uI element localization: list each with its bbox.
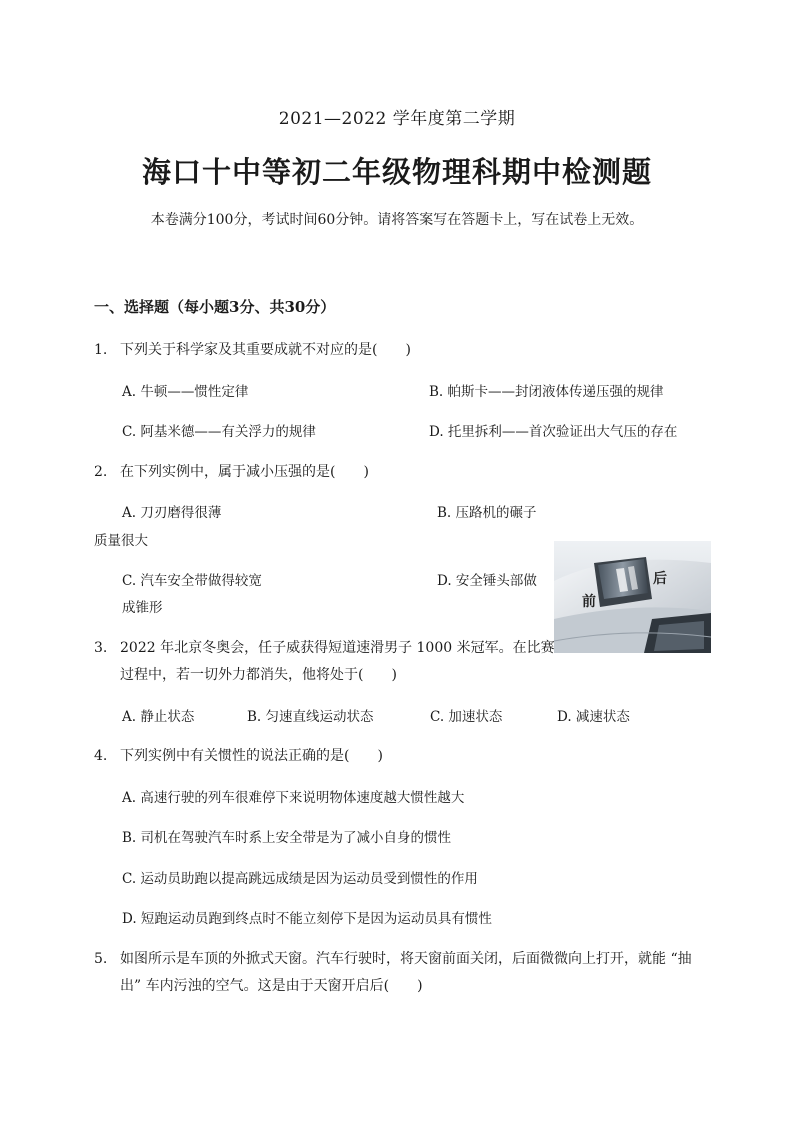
- q2-option-b-continued: 质量很大: [94, 533, 148, 549]
- q3-option-b: B. 匀速直线运动状态: [247, 709, 374, 725]
- question-number: 1.: [94, 342, 108, 358]
- question-stem: 在下列实例中，属于减小压强的是( ): [120, 464, 369, 480]
- exam-title: 海口十中等初二年级物理科期中检测题: [141, 155, 652, 189]
- section-heading: 一、选择题（每小题3分、共30分）: [94, 298, 336, 316]
- front-label: 前: [582, 594, 596, 610]
- q4-option-d: D. 短跑运动员跑到终点时不能立刻停下是因为运动员具有惯性: [122, 911, 492, 927]
- q1-option-a: A. 牛顿——惯性定律: [122, 384, 249, 400]
- exam-instruction: 本卷满分100分，考试时间60分钟。请将答案写在答题卡上，写在试卷上无效。: [150, 212, 644, 228]
- q3-option-d: D. 减速状态: [557, 709, 630, 725]
- question-5-line2: 出” 车内污浊的空气。这是由于天窗开启后( ): [120, 978, 423, 994]
- question-4: [94, 745, 383, 765]
- question-3-line2: 过程中，若一切外力都消失，他将处于( ): [120, 667, 397, 683]
- q1-option-b: B. 帕斯卡——封闭液体传递压强的规律: [429, 384, 664, 400]
- question-number: 2.: [94, 464, 108, 480]
- q1-option-c: C. 阿基米德——有关浮力的规律: [122, 424, 316, 440]
- question-1: [94, 339, 411, 359]
- question-number: 3.: [94, 640, 108, 656]
- question-3: [94, 637, 555, 657]
- q3-option-c: C. 加速状态: [430, 709, 503, 725]
- q3-option-a: A. 静止状态: [122, 709, 195, 725]
- q2-option-d: D. 安全锤头部做: [437, 573, 537, 589]
- question-stem: 下列实例中有关惯性的说法正确的是( ): [120, 748, 383, 764]
- q4-option-b: B. 司机在驾驶汽车时系上安全带是为了减小自身的惯性: [122, 830, 452, 846]
- exam-subtitle: 2021—2022 学年度第二学期: [278, 109, 516, 129]
- question-number: 4.: [94, 748, 108, 764]
- q2-option-c: C. 汽车安全带做得较宽: [122, 573, 262, 589]
- question-2: [94, 461, 369, 481]
- q2-option-a: A. 刀刃磨得很薄: [122, 505, 222, 521]
- q2-option-b: B. 压路机的碾子: [437, 505, 537, 521]
- q4-option-a: A. 高速行驶的列车很难停下来说明物体速度越大惯性越大: [122, 790, 465, 806]
- q1-option-d: D. 托里拆利——首次验证出大气压的存在: [429, 424, 678, 440]
- sunroof-photo: [554, 541, 711, 653]
- q4-option-c: C. 运动员助跑以提高跳远成绩是因为运动员受到惯性的作用: [122, 871, 478, 887]
- question-stem-line1: 2022 年北京冬奥会，任子威获得短道速滑男子 1000 米冠军。在比赛: [120, 640, 555, 656]
- question-stem-line1: 如图所示是车顶的外掀式天窗。汽车行驶时，将天窗前面关闭，后面微微向上打开，就能 “抽: [120, 951, 692, 967]
- question-number: 5.: [94, 951, 108, 967]
- q2-option-d-continued: 成锥形: [122, 600, 163, 616]
- rear-label: 后: [653, 571, 667, 587]
- question-stem: 下列关于科学家及其重要成就不对应的是( ): [120, 342, 411, 358]
- question-5: [94, 948, 692, 968]
